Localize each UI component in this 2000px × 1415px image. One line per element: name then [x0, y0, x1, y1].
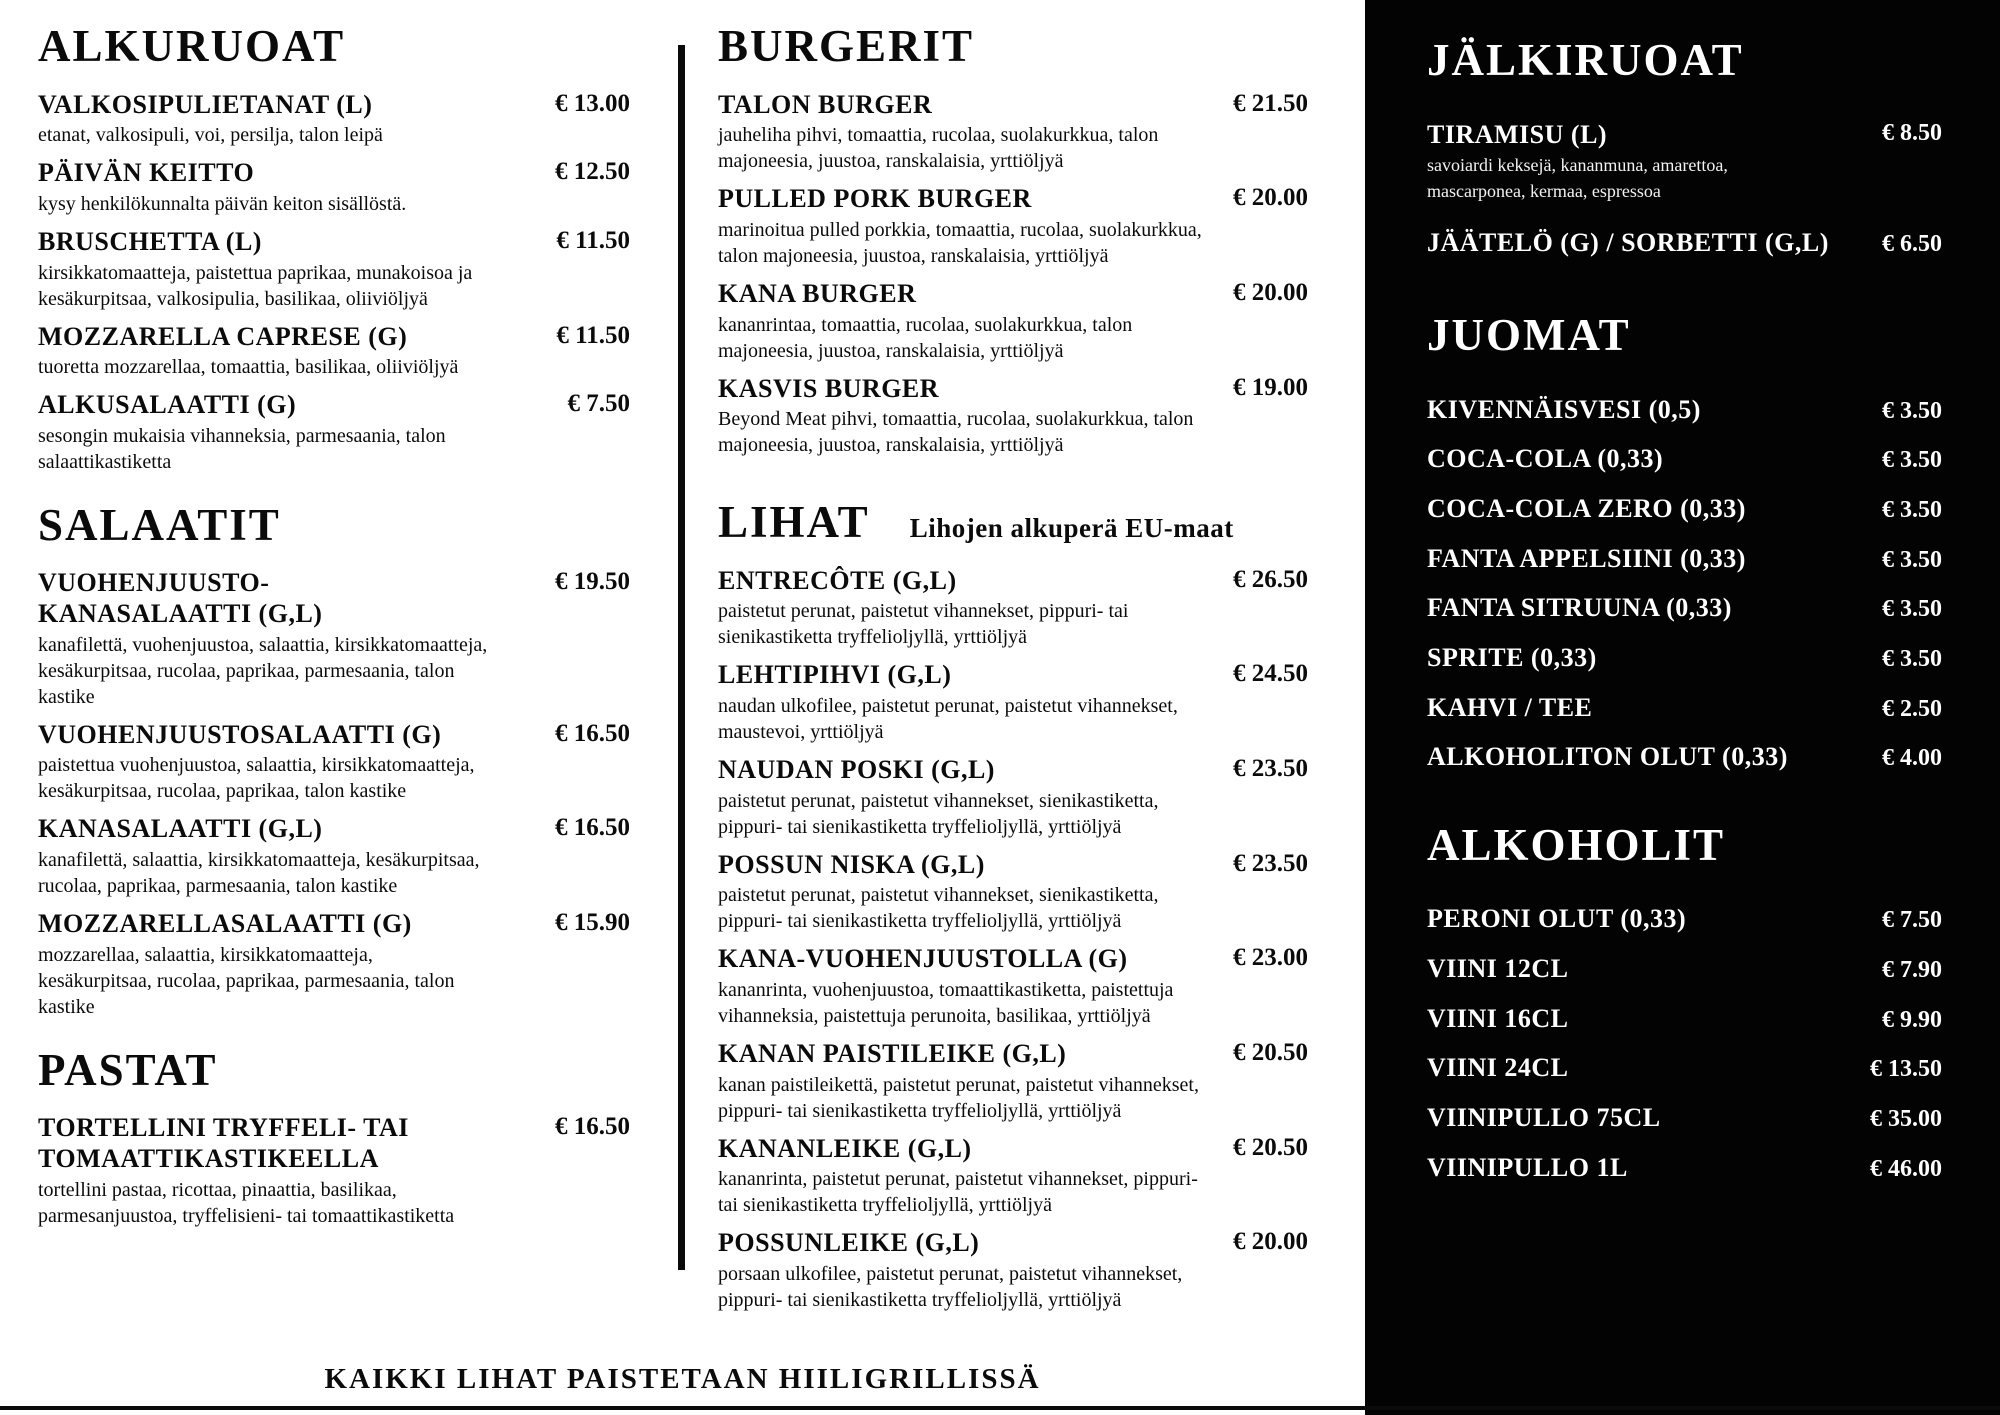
- menu-item-jaatelo-sorbetti: [1427, 228, 1942, 259]
- item-price: € 23.00: [1233, 944, 1308, 972]
- item-name: TIRAMISU (L): [1427, 119, 1608, 149]
- item-name: KANAN PAISTILEIKE (G,L): [718, 1039, 1067, 1069]
- item-price: € 19.50: [555, 568, 630, 596]
- menu-item-mozzarella-caprese: [38, 322, 630, 381]
- item-name: ALKUSALAATTI (G): [38, 390, 297, 420]
- item-name: POSSUN NISKA (G,L): [718, 849, 985, 879]
- item-name: KIVENNÄISVESI (0,5): [1427, 394, 1701, 424]
- item-description: kysy henkilökunnalta päivän keiton sisällöstä.: [38, 192, 407, 215]
- item-name: NAUDAN POSKI (G,L): [718, 755, 995, 785]
- item-name: ENTRECÔTE (G,L): [718, 565, 957, 595]
- item-description: kananrinta, vuohenjuustoa, tomaattikastiketta, paistettuja vihanneksia, paistettuja perunoita, basilikaa, yrttiöljyä: [718, 979, 1174, 1028]
- item-name: VIINIPULLO 75CL: [1427, 1103, 1661, 1133]
- menu-item-sprite: [1427, 643, 1942, 674]
- menu-item-valkosipulietanat: [38, 90, 630, 149]
- section-title-salaatit: SALAATIT: [38, 499, 281, 550]
- menu-item-kahvi-tee: [1427, 693, 1942, 724]
- item-name: VUOHENJUUSTO-KANASALAATTI (G,L): [38, 568, 323, 629]
- item-name: ALKOHOLITON OLUT (0,33): [1427, 742, 1788, 772]
- item-price: € 7.90: [1882, 957, 1942, 984]
- item-description: paistetut perunat, paistetut vihannekset, sienikastiketta, pippuri- tai sienikastiketta tryffelioljyllä, yrttiöljyä: [718, 884, 1159, 933]
- item-name: VIINIPULLO 1L: [1427, 1152, 1628, 1182]
- item-description: tortellini pastaa, ricottaa, pinaattia, basilikaa, parmesanjuustoa, tryffelisieni- tai tomaattikastiketta: [38, 1178, 455, 1227]
- item-price: € 13.00: [555, 89, 630, 117]
- item-price: € 2.50: [1882, 695, 1942, 722]
- item-name: POSSUNLEIKE (G,L): [718, 1228, 980, 1258]
- item-description: porsaan ulkofilee, paistetut perunat, paistetut vihannekset, pippuri- tai sienikastiketta tryffelioljyllä, yrttiöljyä: [718, 1263, 1183, 1312]
- menu-item-talon-burger: [718, 90, 1308, 175]
- item-price: € 4.00: [1882, 745, 1942, 772]
- menu-item-viini-12cl: [1427, 954, 1942, 985]
- item-name: KANA BURGER: [718, 278, 917, 308]
- bottom-rule: [0, 1406, 2000, 1410]
- item-description: jauheliha pihvi, tomaattia, rucolaa, suolakurkkua, talon majoneesia, juustoa, ranskalaisia, yrttiöljyä: [718, 124, 1159, 173]
- menu-item-possunleike: [718, 1228, 1308, 1313]
- item-price: € 20.50: [1233, 1039, 1308, 1067]
- item-price: € 15.90: [555, 909, 630, 937]
- menu-item-kanasalaatti: [38, 814, 630, 899]
- menu-item-entrecote: [718, 566, 1308, 651]
- menu-item-possun-niska: [718, 850, 1308, 935]
- item-name: MOZZARELLA CAPRESE (G): [38, 321, 408, 351]
- item-description: Beyond Meat pihvi, tomaattia, rucolaa, suolakurkkua, talon majoneesia, juustoa, ranskalaisia, yrttiöljyä: [718, 408, 1194, 457]
- item-description: kirsikkatomaatteja, paistettua paprikaa, munakoisoa ja kesäkurpitsaa, valkosipulia, basilikaa, oliiviöljyä: [38, 261, 473, 310]
- item-description: kanafilettä, vuohenjuustoa, salaattia, kirsikkatomaatteja, kesäkurpitsaa, rucolaa, paprikaa, parmesaania, talon kastike: [38, 633, 488, 708]
- menu-item-kana-burger: [718, 279, 1308, 364]
- item-price: € 3.50: [1882, 496, 1942, 523]
- item-price: € 9.90: [1882, 1006, 1942, 1033]
- item-name: PULLED PORK BURGER: [718, 184, 1032, 214]
- menu-item-kananleike: [718, 1134, 1308, 1219]
- item-price: € 7.50: [567, 390, 630, 418]
- menu-item-kanan-paistileike: [718, 1039, 1308, 1124]
- item-price: € 16.50: [555, 719, 630, 747]
- item-price: € 19.00: [1233, 373, 1308, 401]
- menu-item-naudan-poski: [718, 755, 1308, 840]
- item-price: € 3.50: [1882, 645, 1942, 672]
- section-title-alkuruoat: ALKURUOAT: [38, 21, 346, 71]
- item-description: kananrintaa, tomaattia, rucolaa, suolakurkkua, talon majoneesia, juustoa, ranskalaisia, yrttiöljyä: [718, 313, 1133, 362]
- menu-item-bruschetta: [38, 227, 630, 312]
- menu-item-peroni-olut: [1427, 904, 1942, 935]
- item-price: € 20.50: [1233, 1133, 1308, 1161]
- menu-item-viini-24cl: [1427, 1053, 1942, 1084]
- item-description: paistetut perunat, paistetut vihannekset, pippuri- tai sienikastiketta tryffelioljyllä, yrttiöljyä: [718, 600, 1129, 649]
- menu-item-pulled-pork-burger: [718, 184, 1308, 269]
- menu-item-coca-cola-zero: [1427, 494, 1942, 525]
- item-price: € 23.50: [1233, 755, 1308, 783]
- item-description: paistettua vuohenjuustoa, salaattia, kirsikkatomaatteja, kesäkurpitsaa, rucolaa, paprikaa, talon kastike: [38, 754, 475, 803]
- item-price: € 24.50: [1233, 660, 1308, 688]
- item-name: TORTELLINI TRYFFELI- TAI TOMAATTIKASTIKEELLA: [38, 1113, 409, 1173]
- menu-item-alkusalaatti: [38, 390, 630, 475]
- item-description: etanat, valkosipuli, voi, persilja, talon leipä: [38, 124, 383, 147]
- item-description: kanan paistileikettä, paistetut perunat, paistetut vihannekset, pippuri- tai sienikastiketta tryffelioljyllä, yrttiöljyä: [718, 1073, 1199, 1122]
- column-divider-line: [678, 45, 685, 1270]
- left-column: [38, 22, 630, 1239]
- item-description: kananrinta, paistetut perunat, paistetut vihannekset, pippuri- tai sienikastiketta tryffelioljyllä, yrttiöljyä: [718, 1168, 1198, 1217]
- item-price: € 35.00: [1870, 1106, 1942, 1133]
- item-price: € 16.50: [555, 814, 630, 842]
- item-description: tuoretta mozzarellaa, tomaattia, basilikaa, oliiviöljyä: [38, 356, 459, 379]
- item-description: kanafilettä, salaattia, kirsikkatomaatteja, kesäkurpitsaa, rucolaa, paprikaa, parmesaania, talon kastike: [38, 849, 480, 898]
- item-description: paistetut perunat, paistetut vihannekset, sienikastiketta, pippuri- tai sienikastiketta tryffelioljyllä, yrttiöljyä: [718, 789, 1159, 838]
- menu-item-fanta-appelsiini: [1427, 544, 1942, 575]
- item-name: COCA-COLA ZERO (0,33): [1427, 493, 1746, 523]
- item-price: € 3.50: [1882, 447, 1942, 474]
- item-name: VIINI 16CL: [1427, 1003, 1569, 1033]
- menu-item-viinipullo-1l: [1427, 1153, 1942, 1184]
- section-title-juomat: JUOMAT: [1427, 310, 1631, 361]
- menu-item-kana-vuohenjuustolla: [718, 944, 1308, 1029]
- item-name: LEHTIPIHVI (G,L): [718, 660, 952, 690]
- menu-item-paivan-keitto: [38, 158, 630, 217]
- item-price: € 20.00: [1233, 278, 1308, 306]
- item-price: € 3.50: [1882, 596, 1942, 623]
- item-price: € 6.50: [1882, 231, 1942, 258]
- section-title-pastat: PASTAT: [38, 1044, 218, 1095]
- item-name: KANASALAATTI (G,L): [38, 814, 323, 844]
- item-name: PERONI OLUT (0,33): [1427, 904, 1687, 934]
- item-name: TALON BURGER: [718, 89, 933, 119]
- item-price: € 11.50: [556, 226, 630, 254]
- middle-column: [718, 22, 1308, 1323]
- menu-item-kasvis-burger: [718, 374, 1308, 459]
- item-price: € 3.50: [1882, 397, 1942, 424]
- item-name: COCA-COLA (0,33): [1427, 444, 1664, 474]
- item-price: € 16.50: [555, 1113, 630, 1141]
- menu-item-lehtipihvi: [718, 660, 1308, 745]
- item-name: FANTA SITRUUNA (0,33): [1427, 593, 1732, 623]
- item-name: PÄIVÄN KEITTO: [38, 158, 255, 188]
- dark-panel: [1365, 0, 2000, 1415]
- section-title-alkoholit: ALKOHOLIT: [1427, 819, 1726, 870]
- item-description: naudan ulkofilee, paistetut perunat, paistetut vihannekset, maustevoi, yrttiöljyä: [718, 695, 1178, 744]
- section-title-jalkiruoat: JÄLKIRUOAT: [1427, 35, 1744, 85]
- item-name: BRUSCHETTA (L): [38, 226, 262, 256]
- item-name: VUOHENJUUSTOSALAATTI (G): [38, 719, 442, 749]
- item-name: KANANLEIKE (G,L): [718, 1133, 972, 1163]
- item-price: € 11.50: [556, 321, 630, 349]
- item-name: VIINI 12CL: [1427, 954, 1569, 984]
- menu-item-tortellini: [38, 1113, 630, 1228]
- item-name: KASVIS BURGER: [718, 373, 940, 403]
- item-price: € 23.50: [1233, 849, 1308, 877]
- item-price: € 3.50: [1882, 546, 1942, 573]
- item-price: € 21.50: [1233, 89, 1308, 117]
- menu-item-viini-16cl: [1427, 1004, 1942, 1035]
- item-name: FANTA APPELSIINI (0,33): [1427, 543, 1746, 573]
- item-name: VIINI 24CL: [1427, 1053, 1569, 1083]
- section-title-lihat: LIHAT: [718, 497, 870, 548]
- section-subtitle-lihat: Lihojen alkuperä EU-maat: [909, 513, 1234, 544]
- item-price: € 26.50: [1233, 565, 1308, 593]
- menu-item-fanta-sitruuna: [1427, 593, 1942, 624]
- menu-item-vuohenjuustosalaatti: [38, 720, 630, 805]
- menu-item-coca-cola: [1427, 444, 1942, 475]
- item-description: mozzarellaa, salaattia, kirsikkatomaatteja, kesäkurpitsaa, rucolaa, paprikaa, parmesaania, talon kastike: [38, 943, 455, 1018]
- item-price: € 13.50: [1870, 1056, 1942, 1083]
- section-header-lihat: [718, 498, 1308, 548]
- menu-item-alkoholiton-olut: [1427, 742, 1942, 773]
- item-description: marinoitua pulled porkkia, tomaattia, rucolaa, suolakurkkua, talon majoneesia, juustoa, ranskalaisia, yrttiöljyä: [718, 218, 1202, 267]
- item-price: € 7.50: [1882, 907, 1942, 934]
- menu-item-mozzarellasalaatti: [38, 909, 630, 1020]
- item-name: KAHVI / TEE: [1427, 692, 1593, 722]
- item-name: VALKOSIPULIETANAT (L): [38, 89, 373, 119]
- item-price: € 12.50: [555, 158, 630, 186]
- footer-note: KAIKKI LIHAT PAISTETAAN HIILIGRILLISSÄ: [324, 1363, 1041, 1395]
- item-price: € 20.00: [1233, 184, 1308, 212]
- menu-item-viinipullo-75cl: [1427, 1103, 1942, 1134]
- menu-item-vuohenjuusto-kanasalaatti: [38, 568, 630, 709]
- item-name: KANA-VUOHENJUUSTOLLA (G): [718, 944, 1128, 974]
- section-title-burgerit: BURGERIT: [718, 21, 975, 71]
- item-name: SPRITE (0,33): [1427, 642, 1597, 672]
- item-price: € 46.00: [1870, 1155, 1942, 1182]
- item-name: MOZZARELLASALAATTI (G): [38, 909, 412, 939]
- menu-item-tiramisu: [1427, 120, 1942, 205]
- menu-item-kivennaisvesi: [1427, 395, 1942, 426]
- item-description: sesongin mukaisia vihanneksia, parmesaania, talon salaattikastiketta: [38, 424, 446, 473]
- item-price: € 8.50: [1882, 119, 1942, 146]
- item-name: JÄÄTELÖ (G) / SORBETTI (G,L): [1427, 228, 1829, 258]
- item-description: savoiardi keksejä, kananmuna, amarettoa, mascarponea, kermaa, espressoa: [1427, 155, 1728, 202]
- item-price: € 20.00: [1233, 1228, 1308, 1256]
